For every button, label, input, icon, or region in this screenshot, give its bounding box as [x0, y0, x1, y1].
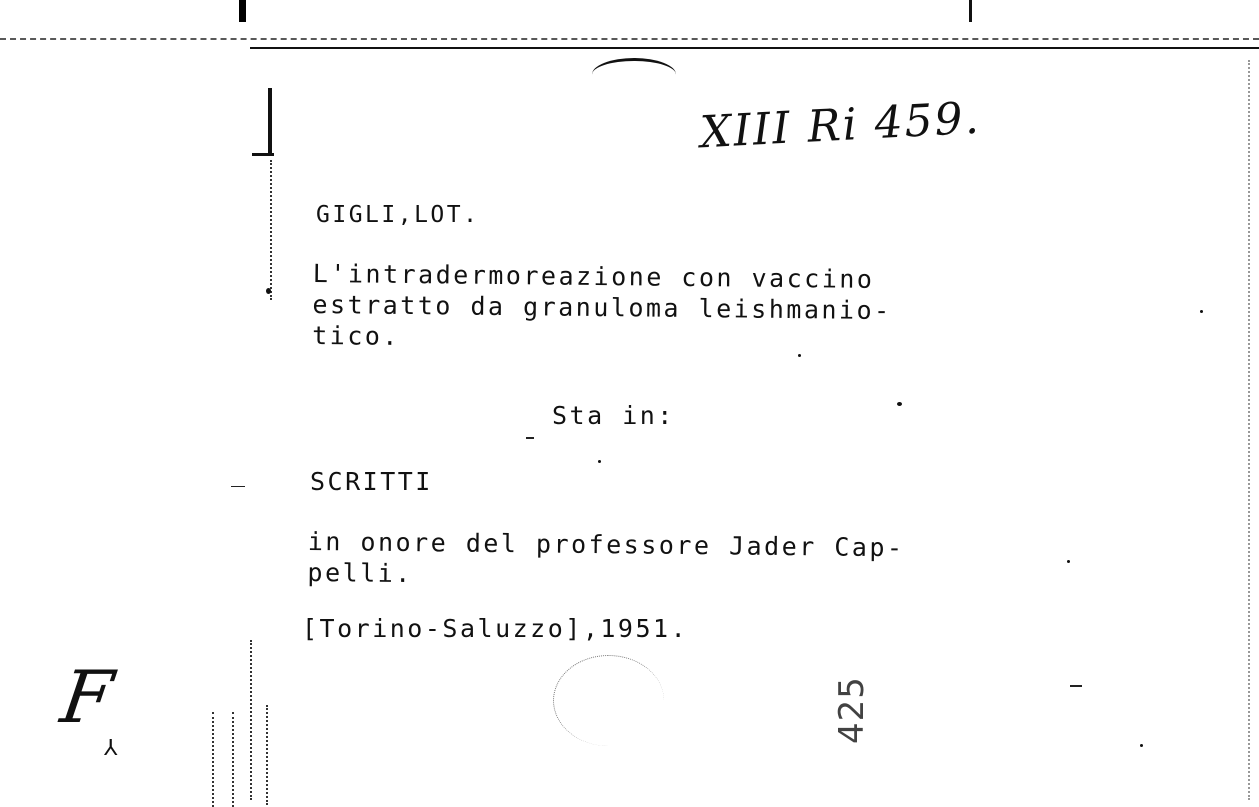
host-title: SCRITTI [310, 467, 433, 496]
stamp-number: 425 [831, 676, 872, 744]
perforation-line [266, 705, 268, 805]
ink-speck [1200, 310, 1203, 313]
title-line: estratto da granuloma leishmanio- [312, 289, 892, 326]
ink-dash [231, 486, 245, 487]
ink-speck [1140, 744, 1143, 747]
ink-speck [1067, 560, 1070, 563]
left-bracket-foot [252, 153, 274, 156]
card-top-border [250, 47, 1259, 49]
ink-speck [266, 288, 271, 294]
shelfmark-handwritten: XIII Ri 459. [698, 92, 982, 159]
contained-in-label: Sta in: [552, 401, 675, 430]
work-title [312, 258, 973, 358]
scan-mark-thin [969, 0, 972, 22]
host-subtitle-line: pelli. [307, 557, 413, 589]
perforation-line [250, 640, 252, 800]
left-bracket-mark [268, 88, 272, 156]
ink-speck [598, 460, 601, 463]
scan-mark-bar [239, 0, 246, 22]
author-heading: GIGLI,LOT. [316, 202, 480, 228]
imprint: [Torino-Saluzzo],1951. [302, 614, 689, 643]
pencil-tick-mark: ⅄ [104, 736, 118, 761]
title-line: tico. [312, 320, 401, 351]
stamp-letter: F [56, 655, 118, 739]
faint-circle-mark [553, 655, 664, 746]
host-subtitle-line: in onore del professore Jader Cap- [307, 526, 905, 563]
pencil-arc [592, 58, 676, 91]
host-subtitle [307, 526, 904, 594]
ink-speck [897, 402, 902, 406]
perforation-line [212, 712, 214, 807]
title-line: L'intradermoreazione con vaccino [312, 258, 875, 294]
ink-dash [1070, 685, 1082, 687]
perforation-line [270, 160, 272, 300]
ink-dash [526, 437, 534, 439]
right-edge-line [1248, 60, 1250, 800]
perforation-line [232, 712, 234, 807]
card-edge-line [0, 38, 1259, 40]
